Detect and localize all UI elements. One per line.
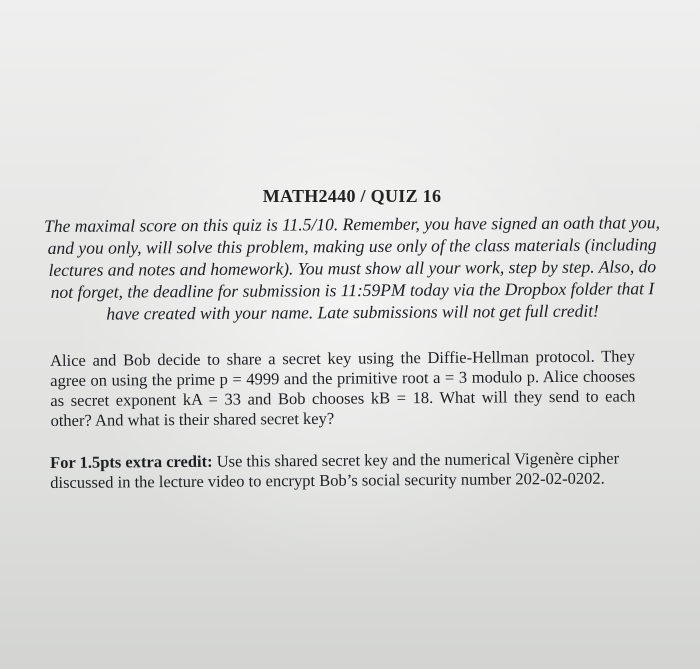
extra-credit-label: For 1.5pts extra credit: [50, 451, 213, 472]
document-content [42, 186, 662, 493]
extra-credit-paragraph [50, 448, 635, 493]
quiz-title: MATH2440 / QUIZ 16 [262, 186, 442, 206]
extra-credit-text: Use this shared secret key and the numerical Vigenère cipher discussed in the lecture video to encrypt Bob’s social security number 202-02-0202. [50, 448, 620, 492]
problem-statement: Alice and Bob decide to share a secret key using the Diffie-Hellman protocol. They agree on using the prime p = 4999 and the primitive root a = 3 modulo p. Alice chooses as secret exponent kA = 33 and Bob chooses kB = 18. What will they send to each other? And what is their shared secret key? [50, 346, 636, 430]
quiz-notice: The maximal score on this quiz is 11.5/10. Remember, you have signed an oath that you, and you only, will solve this problem, making use only of the class materials (including lectures and notes and homework). You must show all your work, step by step. Also, do not forget, the deadline for submission is 11:59PM today via the Dropbox folder that I have created with your name. Late submissions will not get full credit! [44, 212, 661, 324]
